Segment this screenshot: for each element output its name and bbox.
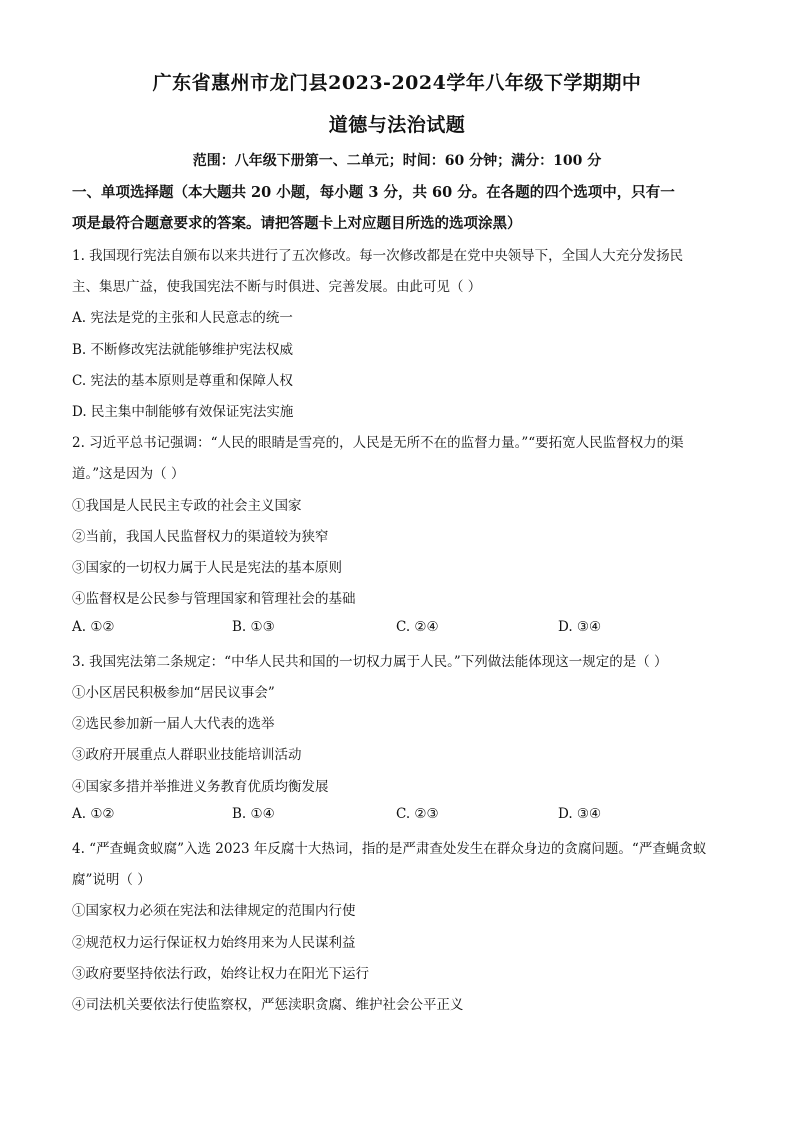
question-1-stem: 主、集思广益，使我国宪法不断与时俱进、完善发展。由此可见（ ） [72,279,482,295]
exam-info: 范围：八年级下册第一、二单元；时间：60 分钟；满分：100 分 [192,153,602,169]
question-4-item-2: ②规范权力运行保证权力始终用来为人民谋利益 [72,935,356,951]
question-1-option-d: D. 民主集中制能够有效保证宪法实施 [72,404,294,420]
question-4-item-4: ④司法机关要依法行使监察权，严惩渎职贪腐、维护社会公平正义 [72,997,464,1013]
question-3-choices [72,806,732,826]
question-3-item-4: ④国家多措并举推进义务教育优质均衡发展 [72,779,329,795]
question-2-stem: 2. 习近平总书记强调：“人民的眼睛是雪亮的，人民是无所不在的监督力量。”“要拓宽人民监督权力的渠 [72,435,684,451]
question-2-item-3: ③国家的一切权力属于人民是宪法的基本原则 [72,560,342,576]
question-1-option-a: A. 宪法是党的主张和人民意志的统一 [72,310,293,326]
choice-c: C. ②③ [396,806,439,822]
question-3-stem: 3. 我国宪法第二条规定：“中华人民共和国的一切权力属于人民。”下列做法能体现这一规定的是（ ） [72,654,668,670]
question-1-option-b: B. 不断修改宪法就能够维护宪法权威 [72,342,294,358]
question-4-item-3: ③政府要坚持依法行政，始终让权力在阳光下运行 [72,966,369,982]
question-2-choices [72,619,732,639]
question-2-item-1: ①我国是人民民主专政的社会主义国家 [72,498,302,514]
section-heading [72,177,732,239]
choice-b: B. ①③ [232,619,275,635]
choice-b: B. ①④ [232,806,275,822]
question-3-item-3: ③政府开展重点人群职业技能培训活动 [72,747,302,763]
question-2-item-2: ②当前，我国人民监督权力的渠道较为狭窄 [72,529,329,545]
question-2-item-4: ④监督权是公民参与管理国家和管理社会的基础 [72,591,356,607]
question-4-stem: 4. “严查蝇贪蚁腐”入选 2023 年反腐十大热词，指的是严肃查处发生在群众身边的贪腐问题。“严查蝇贪蚁 [72,841,707,857]
question-2-stem: 道。”这是因为（ ） [72,466,185,482]
question-3-item-1: ①小区居民积极参加“居民议事会” [72,685,275,701]
choice-a: A. ①② [72,806,115,822]
exam-subject-title: 道德与法治试题 [328,114,466,136]
exam-title: 广东省惠州市龙门县2023-2024学年八年级下学期期中 [152,72,642,94]
section-heading-line: 项是最符合题意要求的答案。请把答题卡上对应题目所选的选项涂黑） [72,215,522,232]
choice-a: A. ①② [72,619,115,635]
question-4-item-1: ①国家权力必须在宪法和法律规定的范围内行使 [72,903,356,919]
question-1-option-c: C. 宪法的基本原则是尊重和保障人权 [72,373,293,389]
question-4-stem: 腐”说明（ ） [72,872,151,888]
question-1-stem: 1. 我国现行宪法自颁布以来共进行了五次修改。每一次修改都是在党中央领导下，全国人大充分发扬民 [72,248,684,264]
choice-d: D. ③④ [558,619,602,635]
choice-c: C. ②④ [396,619,439,635]
section-heading-line: 一、单项选择题（本大题共 20 小题，每小题 3 分，共 60 分。在各题的四个选项中，只有一 [72,184,675,201]
choice-d: D. ③④ [558,806,602,822]
question-3-item-2: ②选民参加新一届人大代表的选举 [72,716,275,732]
